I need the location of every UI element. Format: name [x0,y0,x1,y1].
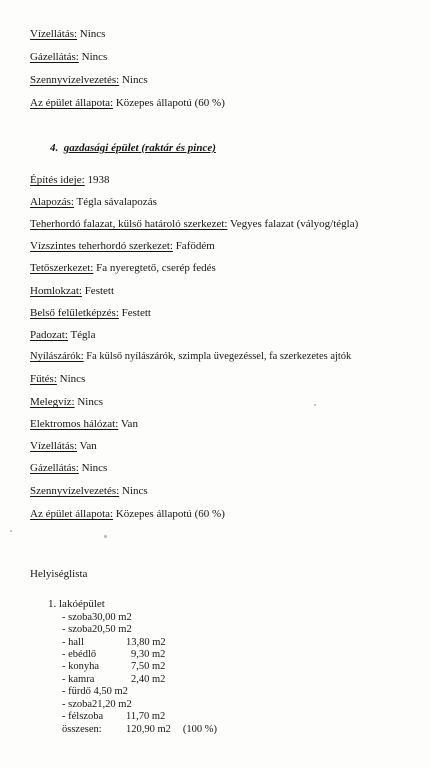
field-value: Közepes állapotú (60 %) [113,508,225,520]
room-row [62,612,132,624]
field-value: - hall [62,637,84,648]
field-value: 11,70 m2 [126,711,166,722]
building-condition-line [30,96,225,110]
field-label: Nyílászárók: [30,351,84,362]
field-value: Fafödém [172,240,215,252]
scan-speck [104,535,107,538]
field-value: Nincs [78,51,108,63]
field-value: - kamra [62,674,95,685]
field-value: Tégla sávalapozás [73,196,157,208]
field-label: Vízellátás: [30,440,78,452]
field-label: Fűtés: [30,373,57,385]
utility-line-water [30,27,105,41]
room-row [62,699,132,711]
field-value: 13,80 m2 [126,637,166,648]
property-line [30,461,107,475]
field-value: Van [118,418,138,430]
property-line [30,507,225,521]
field-label: Teherhordó falazat, külső határoló szerkezet: [30,218,228,230]
field-label: Az épület állapota: [30,508,114,520]
field-label: Belső felületképzés: [30,307,119,319]
field-value: Nincs [74,396,104,408]
field-label: Melegvíz: [30,396,75,408]
property-line [30,239,215,253]
field-value: gazdasági épület (raktár és pince) [63,142,216,154]
room-list-title: Helyiséglista [30,568,88,580]
scan-speck [10,530,12,532]
field-value: Nincs [56,373,86,385]
room-row [62,649,165,661]
room-row [62,674,165,686]
field-value: Festett [118,307,151,319]
field-label: Elektromos hálózat: [30,418,119,430]
field-value: - szoba30,00 m2 [62,612,132,623]
property-line [30,195,157,209]
field-value: (100 %) [182,724,218,735]
field-label: Az épület állapota: [30,97,114,109]
field-value: Festett [81,285,115,297]
field-label: Építés ideje: [30,174,85,186]
section-heading [50,142,216,154]
field-value: Fa nyeregtető, cserép fedés [93,262,216,274]
property-line [30,328,95,342]
room-row [62,686,128,698]
field-value: - ebédlő [62,649,97,660]
field-value: Fa külső nyílászárók, szimpla üvegezéssel, fa szerkezetes ajtók [83,351,352,362]
field-value: 7,50 m2 [131,661,166,672]
property-line [30,173,109,187]
field-label: Alapozás: [30,196,74,208]
property-line [30,372,85,386]
field-value: Nincs [77,28,106,40]
field-value: - szoba21,20 m2 [62,699,132,710]
room-row-total [62,724,217,736]
room-row [62,624,132,636]
room-row [62,661,165,673]
field-value: 9,30 m2 [131,649,166,660]
utility-line-gas [30,50,107,64]
field-label: Padozat: [30,329,68,341]
field-value: Nincs [78,462,108,474]
field-value: - konyha [62,661,100,672]
field-value: Nincs [119,485,148,497]
room-list-item-title: 1. lakóépület [48,598,105,610]
property-line [30,217,358,231]
property-line [30,306,151,320]
field-value: Van [77,440,97,452]
utility-line-sewage [30,73,148,87]
property-line [30,417,138,431]
field-value: 120,90 m2 [126,724,171,735]
field-value: összesen: [62,724,102,735]
room-row [62,711,165,723]
field-label: Szennyvízelvezetés: [30,485,120,497]
property-line [30,395,103,409]
scan-speck [314,404,316,406]
field-value: Vegyes falazat (vályog/tégla) [227,218,359,230]
field-label: Szennyvízelvezetés: [30,74,120,86]
field-value: 2,40 m2 [131,674,166,685]
field-value: - szoba20,50 m2 [62,624,132,635]
property-line [30,439,97,453]
room-row [62,637,166,649]
field-value: 1938 [84,174,110,186]
field-value: Nincs [119,74,148,86]
field-value: - fürdő 4,50 m2 [62,686,128,697]
property-line [30,284,114,298]
field-value: 4. [50,142,59,154]
property-line [30,350,351,364]
field-label: Gázellátás: [30,51,79,63]
property-line [30,261,216,275]
field-label: Vízellátás: [30,28,78,40]
field-label: Homlokzat: [30,285,82,297]
property-line [30,484,148,498]
field-label: Vízszintes teherhordó szerkezet: [30,240,173,252]
field-label: Gázellátás: [30,462,79,474]
field-value: Közepes állapotú (60 %) [113,97,225,109]
field-value: Tégla [67,329,96,341]
field-label: Tetőszerkezet: [30,262,94,274]
field-value: - félszoba [62,711,104,722]
